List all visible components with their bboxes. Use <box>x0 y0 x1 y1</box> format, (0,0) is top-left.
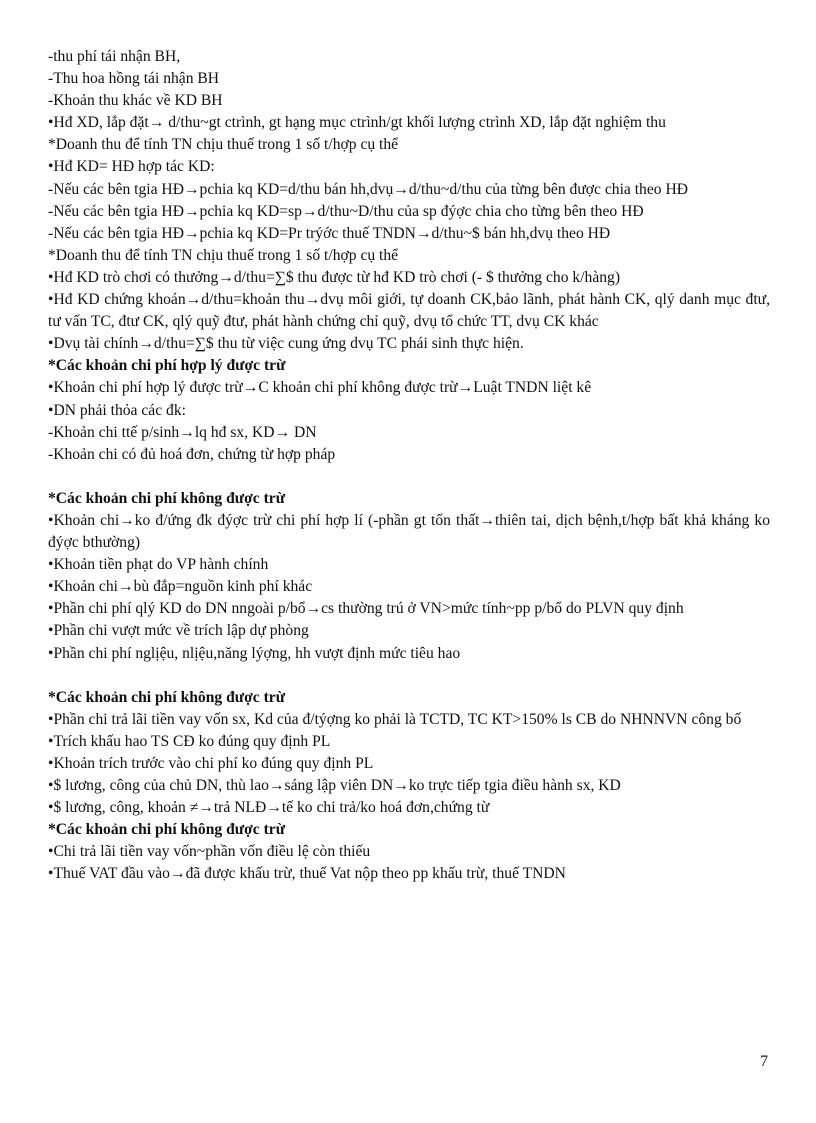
text-line: •Dvụ tài chính→d/thu=∑$ thu từ việc cung ứng dvụ TC phái sinh thực hiện. <box>48 335 524 353</box>
text-line: •Phần chi phí nglịệu, nlịệu,năng lýợng, hh vượt định mức tiêu hao <box>48 644 461 662</box>
text-line: •DN phải thỏa các đk: <box>48 401 186 419</box>
text-line: •Phần chi trả lãi tiền vay vốn sx, Kd của đ/týợng ko phải là TCTD, TC KT>150% ls CB do NHNNVN công bố <box>48 710 742 728</box>
text-line: -Nếu các bên tgia HĐ→pchia kq KD=Pr trýớc thuế TNDN→d/thu~$ bán hh,dvụ theo HĐ <box>48 224 611 242</box>
text-line: •Hđ KD= HĐ hợp tác KD: <box>48 158 215 176</box>
text-line: •$ lương, công của chủ DN, thù lao→sáng lập viên DN→ko trực tiếp tgia điều hành sx, KD <box>48 777 621 795</box>
text-line: •Phần chi vượt mức về trích lập dự phòng <box>48 622 309 640</box>
text-line: •Phần chi phí qlý KD do DN nngoài p/bổ→cs thường trú ở VN>mức tính~pp p/bổ do PLVN quy định <box>48 600 684 618</box>
text-line: -Khoản chi ttế p/sinh→lq hđ sx, KD→ DN <box>48 423 317 441</box>
section-heading: *Các khoản chi phí không được trừ <box>48 489 286 507</box>
text-line: •Hđ KD trò chơi có thưởng→d/thu=∑$ thu được từ hđ KD trò chơi (- $ thưởng cho k/hàng) <box>48 268 621 286</box>
text-line: •Thuế VAT đầu vào→đã được khấu trừ, thuế Vat nộp theo pp khấu trừ, thuế TNDN <box>48 865 566 883</box>
text-line: -Nếu các bên tgia HĐ→pchia kq KD=sp→d/thu~D/thu của sp đýợc chia cho từng bên theo HĐ <box>48 202 644 220</box>
document-body <box>48 46 770 886</box>
section-heading: *Các khoản chi phí không được trừ <box>48 688 286 706</box>
section-heading: *Các khoản chi phí không được trừ <box>48 821 286 839</box>
text-line: -thu phí tái nhận BH, <box>48 48 181 65</box>
text-line: •Khoản chi→bù đắp=nguồn kinh phí khác <box>48 578 313 596</box>
text-line: •Khoản tiền phạt do VP hành chính <box>48 556 269 574</box>
blank-line <box>48 665 770 687</box>
text-line: -Thu hoa hồng tái nhận BH <box>48 70 220 88</box>
text-line: -Khoản chi có đủ hoá đơn, chứng từ hợp pháp <box>48 445 336 463</box>
blank-line <box>48 466 770 488</box>
text-line: •Hđ KD chứng khoán→d/thu=khoản thu→dvụ môi giới, tự doanh CK,bảo lãnh, phát hành CK, qlý danh mục đtư, tư vấn TC, đtư CK, qlý quỹ đtư, phát hành chứng chỉ quỹ, dvụ tổ chức TT, dvụ CK khác <box>48 291 770 331</box>
section-heading: *Các khoản chi phí hợp lý được trừ <box>48 357 286 375</box>
text-line: *Doanh thu để tính TN chịu thuế trong 1 số t/hợp cụ thể <box>48 246 399 264</box>
text-line: •Chi trả lãi tiền vay vốn~phần vốn điều lệ còn thiếu <box>48 843 371 861</box>
text-line: *Doanh thu để tính TN chịu thuế trong 1 số t/hợp cụ thể <box>48 136 399 154</box>
text-line: •Khoản chi phí hợp lý được trừ→C khoản chi phí không được trừ→Luật TNDN liệt kê <box>48 379 592 397</box>
text-line: -Nếu các bên tgia HĐ→pchia kq KD=d/thu bán hh,dvụ→d/thu~d/thu của từng bên được chia theo HĐ <box>48 180 688 198</box>
text-line: •$ lương, công, khoản ≠→trả NLĐ→tế ko chi trả/ko hoá đơn,chứng từ <box>48 799 490 817</box>
text-line: -Khoản thu khác về KD BH <box>48 92 223 110</box>
text-line: •Trích khấu hao TS CĐ ko đúng quy định PL <box>48 732 331 750</box>
page-number: 7 <box>760 1053 768 1070</box>
text-line: •Khoản chi→ko đ/ứng đk đýợc trừ chi phí hợp lí (-phần gt tổn thất→thiên tai, dịch bệnh,t/hợp bất khả kháng ko đýợc bthường) <box>48 511 770 552</box>
text-line: •Khoản trích trước vào chi phí ko đúng quy định PL <box>48 755 374 772</box>
text-line: •Hđ XD, lắp đặt→ d/thu~gt ctrình, gt hạng mục ctrình/gt khối lượng ctrình XD, lắp đặt nghiệm thu <box>48 114 666 132</box>
